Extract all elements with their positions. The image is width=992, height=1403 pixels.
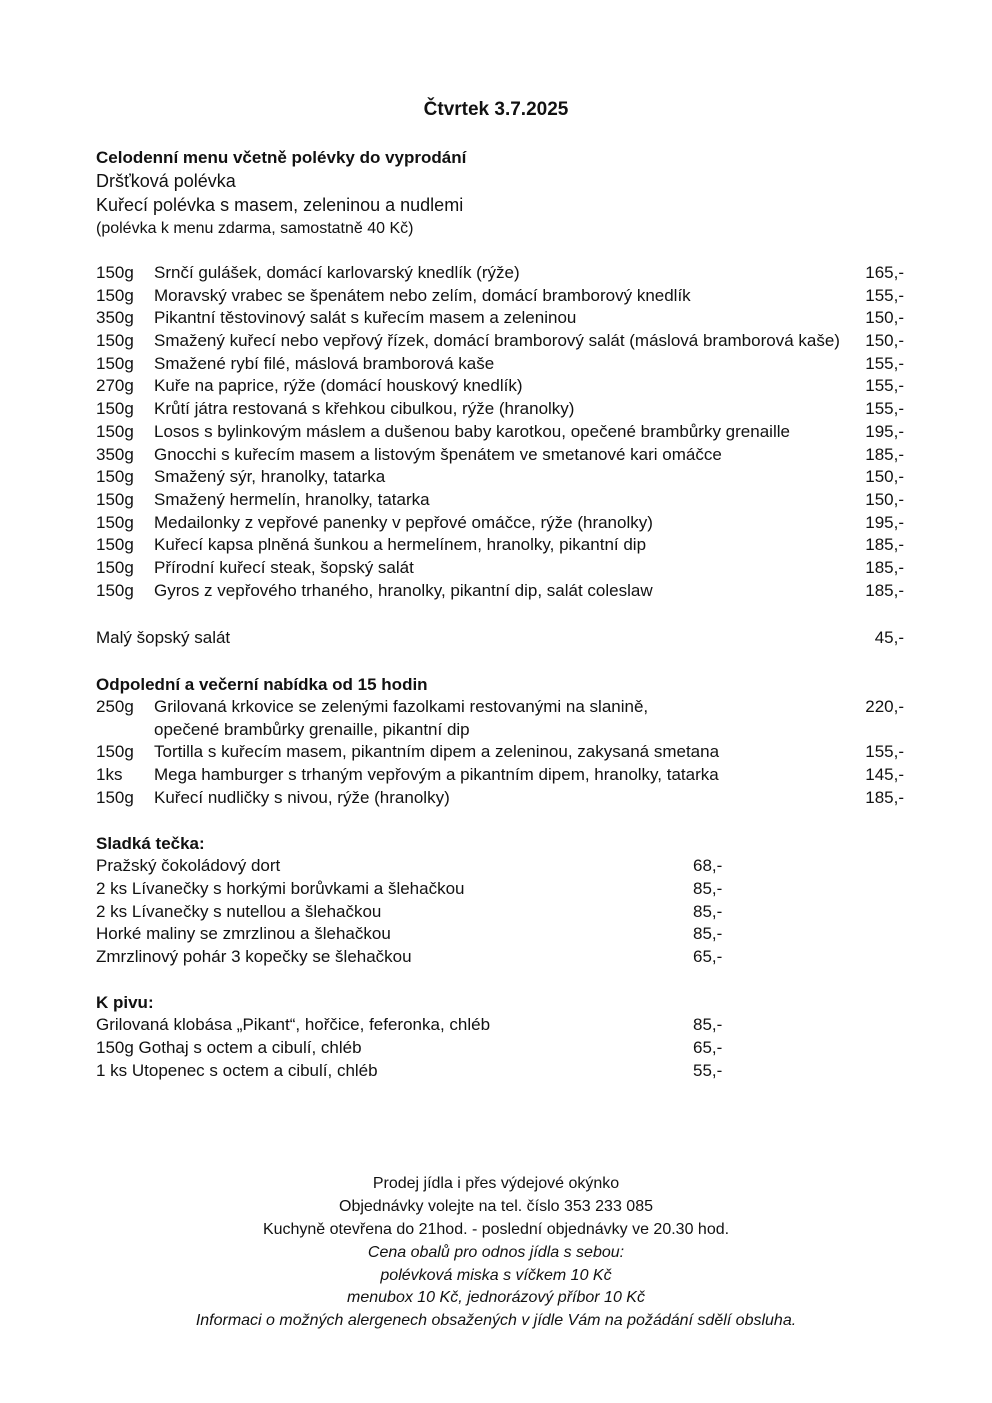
menu-item [96,353,904,376]
snack-item [96,1060,904,1083]
item-price: 85,- [693,924,723,944]
item-name: Smažený kuřecí nebo vepřový řízek, domácí bramborový salát (máslová bramborová kaše) [154,331,840,351]
item-price: 155,- [865,376,904,396]
item-name: Mega hamburger s trhaným vepřovým a pikantním dipem, hranolky, tatarka [154,765,719,785]
menu-item-continuation [96,719,904,742]
item-weight: 150g [96,535,134,555]
dessert-item [96,923,904,946]
item-name: Smažený hermelín, hranolky, tatarka [154,489,430,509]
menu-item [96,741,904,764]
menu-item [96,557,904,580]
item-price: 155,- [865,353,904,373]
item-price: 55,- [693,1060,723,1080]
dessert-item [96,946,904,969]
menu-item [96,398,904,421]
item-price: 45,- [874,628,904,647]
footer-packaging-heading: Cena obalů pro odnos jídla s sebou: [367,1243,625,1261]
menu-item [96,285,904,308]
item-weight: 250g [96,697,134,716]
menu-item [96,512,904,535]
footer-info [0,1173,992,1333]
evening-menu-section [96,673,904,809]
item-weight: 150g [96,557,134,577]
beer-snacks-section [96,991,904,1082]
footer-line-window: Prodej jídla i přes výdejové okýnko [372,1175,620,1192]
menu-item [96,787,904,810]
item-name: Grilovaná krkovice se zelenými fazolkami restovanými na slanině, [154,697,649,716]
item-name: Losos s bylinkovým máslem a dušenou baby karotkou, opečené brambůrky grenaille [154,421,790,441]
footer-line-hours: Kuchyně otevřena do 21hod. - poslední objednávky ve 20.30 hod. [262,1220,730,1238]
item-weight: 150g [96,331,134,351]
daily-items-list [96,262,904,602]
snack-item [96,1014,904,1037]
soup-2: Kuřecí polévka s masem, zeleninou a nudlemi [96,195,464,215]
item-price: 185,- [865,787,904,807]
item-price: 150,- [865,331,904,351]
item-weight: 350g [96,308,134,328]
item-weight: 1ks [96,765,123,785]
item-weight: 150g [96,467,134,487]
item-name: Malý šopský salát [96,628,231,647]
item-price: 150,- [865,308,904,328]
item-price: 185,- [865,444,904,464]
item-name: Medailonky z vepřové panenky v pepřové omáčce, rýže (hranolky) [154,512,653,532]
item-name: Gnocchi s kuřecím masem a listovým špenátem ve smetanové kari omáčce [154,444,722,464]
item-price: 185,- [865,535,904,555]
dessert-section [96,832,904,969]
dessert-item [96,878,904,901]
item-name: Srnčí gulášek, domácí karlovarský knedlík (rýže) [154,263,520,282]
menu-item [96,534,904,557]
item-price: 65,- [693,947,723,967]
item-price: 155,- [865,742,904,762]
dessert-item [96,901,904,924]
item-name: 2 ks Lívanečky s nutellou a šlehačkou [96,901,382,921]
item-weight: 150g [96,421,134,441]
item-price: 145,- [865,765,904,785]
item-name: Kuře na paprice, rýže (domácí houskový knedlík) [154,376,523,396]
snack-item [96,1037,904,1060]
evening-menu-heading: Odpolední a večerní nabídka od 15 hodin [96,675,428,694]
item-name: Pikantní těstovinový salát s kuřecím masem a zeleninou [154,308,577,328]
page-title: Čtvrtek 3.7.2025 [423,99,569,120]
footer-packaging-soup: polévková miska s víčkem 10 Kč [380,1266,612,1284]
item-price: 150,- [865,467,904,487]
item-name: Přírodní kuřecí steak, šopský salát [154,557,414,577]
menu-item [96,307,904,330]
footer-packaging-menubox: menubox 10 Kč, jednorázový příbor 10 Kč [347,1289,645,1307]
item-price: 150,- [865,489,904,509]
item-name: Zmrzlinový pohár 3 kopečky se šlehačkou [96,947,412,967]
item-name-line-2: opečené brambůrky grenaille, pikantní dip [154,719,470,739]
item-weight: 150g [96,285,134,305]
menu-item [96,764,904,787]
item-name: Smažený sýr, hranolky, tatarka [154,467,386,487]
item-price: 195,- [865,421,904,441]
item-name: Gyros z vepřového trhaného, hranolky, pikantní dip, salát coleslaw [154,580,653,600]
item-name: 150g Gothaj s octem a cibulí, chléb [96,1037,362,1057]
menu-item [96,466,904,489]
menu-item [96,262,904,285]
daily-menu-section [96,146,904,240]
extra-item [96,627,904,650]
dessert-item [96,855,904,878]
daily-menu-heading: Celodenní menu včetně polévky do vyprodání [96,148,467,167]
item-name: Pražský čokoládový dort [96,856,281,875]
item-price: 165,- [865,263,904,282]
item-name: Kuřecí kapsa plněná šunkou a hermelínem, hranolky, pikantní dip [154,535,647,555]
item-price: 85,- [693,1015,723,1034]
item-price: 155,- [865,399,904,419]
item-price: 85,- [693,878,723,898]
menu-item [96,330,904,353]
soup-note: (polévka k menu zdarma, samostatně 40 Kč) [96,220,414,237]
item-weight: 150g [96,580,134,600]
item-price: 85,- [693,901,723,921]
menu-item [96,627,904,650]
item-weight: 150g [96,512,134,532]
beer-snacks-heading: K pivu: [96,993,154,1012]
item-name: Horké maliny se zmrzlinou a šlehačkou [96,924,391,944]
item-weight: 150g [96,263,134,282]
menu-item [96,444,904,467]
item-name: Grilovaná klobása „Pikant“, hořčice, feferonka, chléb [96,1015,491,1034]
item-name: 2 ks Lívanečky s horkými borůvkami a šlehačkou [96,878,465,898]
item-weight: 270g [96,376,134,396]
item-price: 185,- [865,557,904,577]
item-name: Krůtí játra restovaná s křehkou cibulkou, rýže (hranolky) [154,399,575,419]
item-price: 220,- [865,697,904,716]
menu-item [96,375,904,398]
item-price: 68,- [693,856,723,875]
item-name: Kuřecí nudličky s nivou, rýže (hranolky) [154,787,450,807]
item-price: 185,- [865,580,904,600]
item-weight: 150g [96,353,134,373]
footer-allergen-note: Informaci o možných alergenech obsažených v jídle Vám na požádání sdělí obsluha. [195,1312,797,1330]
menu-item [96,580,904,603]
menu-item [96,696,904,719]
item-name: Tortilla s kuřecím masem, pikantním dipem a zeleninou, zakysaná smetana [154,742,720,762]
item-weight: 150g [96,787,134,807]
item-name: Moravský vrabec se špenátem nebo zelím, domácí bramborový knedlík [154,285,691,305]
item-name: 1 ks Utopenec s octem a cibulí, chléb [96,1060,378,1080]
item-price: 195,- [865,512,904,532]
item-weight: 150g [96,399,134,419]
menu-item [96,489,904,512]
item-price: 155,- [865,285,904,305]
menu-item [96,421,904,444]
soup-1: Dršťková polévka [96,171,236,191]
item-weight: 150g [96,742,134,762]
dessert-heading: Sladká tečka: [96,834,205,853]
item-price: 65,- [693,1037,723,1057]
item-name: Smažené rybí filé, máslová bramborová kaše [154,353,495,373]
footer-line-phone: Objednávky volejte na tel. číslo 353 233 085 [339,1197,653,1215]
item-weight: 150g [96,489,134,509]
item-weight: 350g [96,444,134,464]
